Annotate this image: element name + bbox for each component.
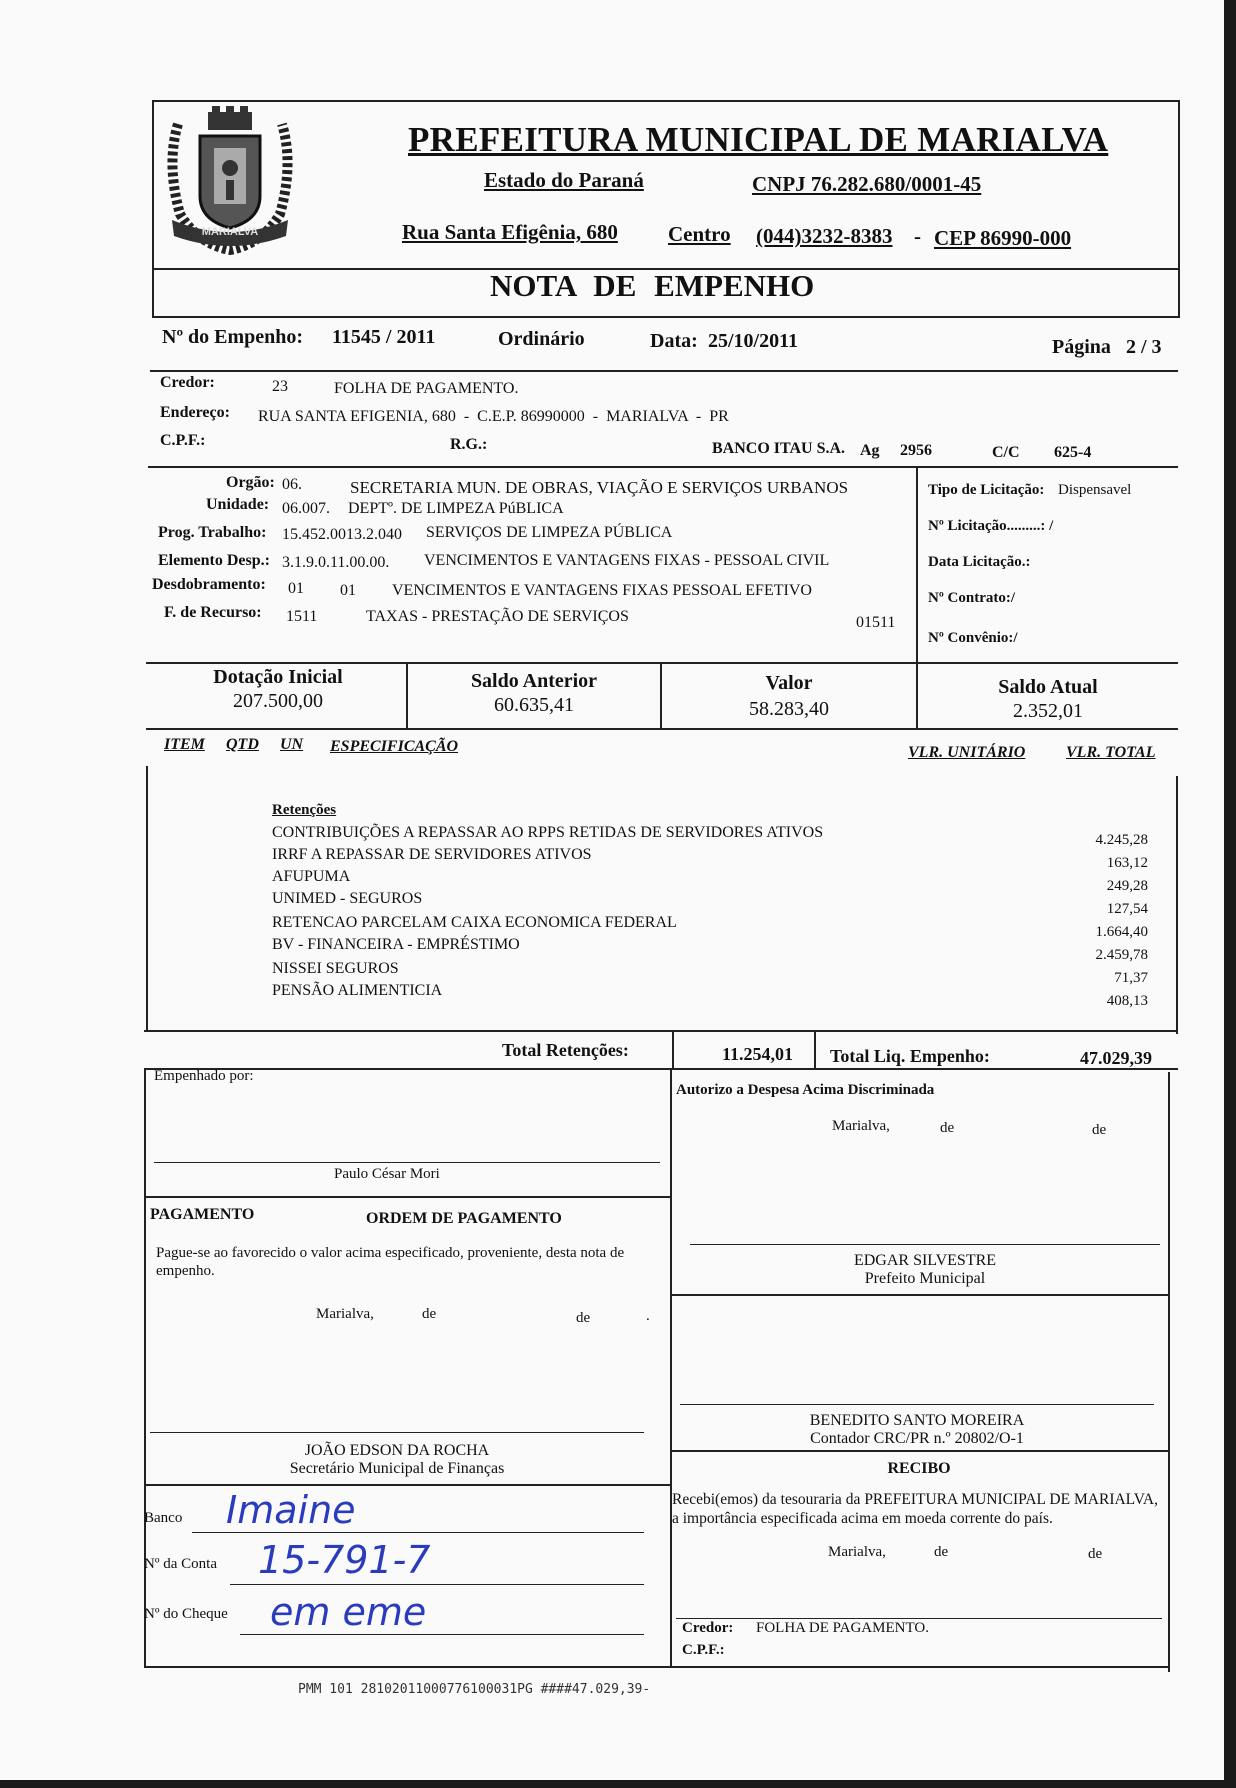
header-dash: -: [914, 224, 921, 248]
pagamento-text: Pague-se ao favorecido o valor acima especificado, proveniente, desta nota de empenho.: [156, 1245, 625, 1279]
empenho-type: Ordinário: [498, 328, 585, 350]
empenhado-por-name: Paulo César Mori: [334, 1166, 440, 1182]
municipal-crest-icon: [158, 104, 302, 256]
espec-column-header: ESPECIFICAÇÃO: [330, 738, 459, 755]
empenho-date-label: Data:: [650, 330, 698, 352]
pagamento-de-1: de: [422, 1306, 437, 1322]
desdobramento-code-1: 01: [288, 580, 304, 597]
footer-code: PMM 101 28102011000776100031PG ####47.029,39-: [298, 1682, 651, 1697]
account-value: 625-4: [1054, 444, 1092, 461]
retencao-desc: RETENCAO PARCELAM CAIXA ECONOMICA FEDERAL: [272, 914, 677, 931]
dotacao-inicial-label: Dotação Inicial: [213, 666, 343, 688]
licitacao-type-label: Tipo de Licitação:: [928, 482, 1045, 498]
header-district: Centro: [668, 222, 731, 246]
secretary-role: Secretário Municipal de Finanças: [289, 1460, 505, 1477]
unidade-desc: DEPTº. DE LIMPEZA PúBLICA: [348, 500, 564, 517]
retencao-desc: UNIMED - SEGUROS: [272, 890, 423, 907]
empenho-date-value: 25/10/2011: [708, 330, 799, 352]
autorizo-city: Marialva,: [832, 1118, 890, 1134]
orgao-code: 06.: [282, 476, 302, 493]
retencao-desc: NISSEI SEGUROS: [272, 960, 399, 977]
header-cnpj: CNPJ 76.282.680/0001-45: [752, 172, 982, 196]
total-liquido-label: Total Liq. Empenho:: [830, 1046, 990, 1066]
orgao-label: Orgão:: [226, 474, 275, 491]
convenio-label: Nº Convênio:/: [928, 630, 1018, 646]
retencoes-title: Retenções: [272, 802, 337, 818]
recibo-credor-value: FOLHA DE PAGAMENTO.: [756, 1620, 929, 1636]
conta-label: Nº da Conta: [144, 1556, 217, 1572]
retencao-value: 249,28: [1106, 878, 1148, 894]
recibo-text: Recebi(emos) da tesouraria da PREFEITURA MUNICIPAL DE MARIALVA, a importância especificada acima em moeda corrente do país.: [672, 1491, 1158, 1527]
prog-label: Prog. Trabalho:: [158, 524, 267, 541]
contrato-label: Nº Contrato:/: [928, 590, 1016, 606]
retencao-value: 2.459,78: [1095, 947, 1148, 963]
recurso-code: 1511: [286, 608, 318, 625]
cpf-label: C.P.F.:: [160, 432, 206, 449]
saldo-atual-label: Saldo Atual: [998, 676, 1098, 698]
orgao-desc: SECRETARIA MUN. DE OBRAS, VIAÇÃO E SERVIÇOS URBANOS: [350, 478, 849, 497]
secretary-name: JOÃO EDSON DA ROCHA: [304, 1442, 490, 1459]
un-column-header: UN: [280, 736, 304, 753]
recurso-desc: TAXAS - PRESTAÇÃO DE SERVIÇOS: [366, 608, 629, 625]
retencao-value: 71,37: [1114, 970, 1148, 986]
crest-motto: MARIALVA: [201, 226, 259, 238]
header-state: Estado do Paraná: [484, 168, 644, 192]
retencao-value: 408,13: [1106, 993, 1148, 1009]
header-title: PREFEITURA MUNICIPAL DE MARIALVA: [408, 120, 1109, 159]
credor-code: 23: [272, 378, 288, 395]
retencao-value: 1.664,40: [1095, 924, 1148, 940]
saldo-atual-value: 2.352,01: [1013, 700, 1083, 722]
retencao-desc: PENSÃO ALIMENTICIA: [272, 982, 443, 999]
total-value-column-header: VLR. TOTAL: [1066, 744, 1156, 761]
credor-name: FOLHA DE PAGAMENTO.: [334, 380, 519, 397]
agency-value: 2956: [900, 442, 932, 459]
total-retencoes-label: Total Retenções:: [502, 1040, 629, 1060]
prog-code: 15.452.0013.2.040: [282, 526, 402, 543]
empenho-number-value: 11545 / 2011: [332, 326, 436, 348]
retencao-value: 127,54: [1106, 901, 1148, 917]
empenhado-por-label: Empenhado por:: [154, 1068, 254, 1084]
recibo-de-2: de: [1088, 1546, 1103, 1562]
header-street: Rua Santa Efigênia, 680: [402, 220, 618, 244]
account-label: C/C: [992, 444, 1020, 461]
cheque-label: Nº do Cheque: [144, 1606, 228, 1622]
endereco-value: RUA SANTA EFIGENIA, 680 - C.E.P. 86990000 - MARIALVA - PR: [258, 408, 729, 425]
agency-label: Ag: [860, 442, 880, 459]
autorizo-title: Autorizo a Despesa Acima Discriminada: [676, 1082, 935, 1098]
header-cep: CEP 86990-000: [934, 226, 1072, 250]
prog-desc: SERVIÇOS DE LIMPEZA PÚBLICA: [426, 524, 673, 541]
saldo-anterior-label: Saldo Anterior: [470, 670, 598, 692]
recibo-city: Marialva,: [828, 1544, 886, 1560]
recurso-label: F. de Recurso:: [164, 604, 262, 621]
pagamento-label: PAGAMENTO: [150, 1206, 255, 1223]
ordem-pagamento-title: ORDEM DE PAGAMENTO: [366, 1210, 562, 1227]
recibo-de-1: de: [934, 1544, 949, 1560]
header-phone: (044)3232-8383: [756, 224, 893, 248]
retencao-desc: AFUPUMA: [272, 868, 351, 885]
retencao-desc: BV - FINANCEIRA - EMPRÉSTIMO: [272, 936, 520, 953]
elemento-label: Elemento Desp.:: [158, 552, 270, 569]
conta-handwritten: 15-791-7: [258, 1538, 431, 1582]
item-column-header: ITEM: [164, 736, 205, 753]
retencao-value: 163,12: [1106, 855, 1148, 871]
valor-label: Valor: [765, 672, 813, 694]
retencao-desc: IRRF A REPASSAR DE SERVIDORES ATIVOS: [272, 846, 592, 863]
recurso-code-2: 01511: [856, 614, 896, 631]
page-value: 2 / 3: [1126, 336, 1162, 358]
total-retencoes-value: 11.254,01: [722, 1044, 794, 1064]
unidade-label: Unidade:: [206, 496, 270, 513]
valor-value: 58.283,40: [749, 698, 829, 720]
mayor-role: Prefeito Municipal: [864, 1270, 986, 1287]
unit-value-column-header: VLR. UNITÁRIO: [908, 744, 1026, 761]
qtd-column-header: QTD: [226, 736, 259, 753]
desdobramento-desc: VENCIMENTOS E VANTAGENS FIXAS PESSOAL EFETIVO: [392, 582, 812, 599]
document-title: NOTA DE EMPENHO: [490, 268, 815, 303]
dotacao-inicial-value: 207.500,00: [233, 690, 323, 712]
desdobramento-label: Desdobramento:: [152, 576, 266, 593]
licitacao-number-label: Nº Licitação.........: /: [928, 518, 1054, 534]
recibo-credor-label: Credor:: [682, 1620, 734, 1636]
banco-handwritten: Imaine: [226, 1488, 356, 1532]
retencao-desc: CONTRIBUIÇÕES A REPASSAR AO RPPS RETIDAS DE SERVIDORES ATIVOS: [272, 824, 824, 841]
bank-name: BANCO ITAU S.A.: [712, 440, 846, 457]
banco-label: Banco: [144, 1510, 183, 1526]
retencao-value: 4.245,28: [1095, 832, 1148, 848]
pagamento-dot: .: [646, 1308, 650, 1324]
pagamento-de-2: de: [576, 1310, 591, 1326]
elemento-desc: VENCIMENTOS E VANTAGENS FIXAS - PESSOAL CIVIL: [424, 552, 830, 569]
saldo-anterior-value: 60.635,41: [494, 694, 574, 716]
mayor-name: EDGAR SILVESTRE: [853, 1252, 997, 1269]
rg-label: R.G.:: [450, 436, 488, 453]
pagamento-city: Marialva,: [316, 1306, 374, 1322]
page-label: Página: [1052, 336, 1111, 358]
autorizo-de-2: de: [1092, 1122, 1107, 1138]
recibo-cpf-label: C.P.F.:: [682, 1642, 725, 1658]
licitacao-type-value: Dispensavel: [1058, 482, 1132, 498]
recibo-title: RECIBO: [887, 1460, 951, 1477]
elemento-code: 3.1.9.0.11.00.00.: [282, 554, 390, 571]
total-liquido-value: 47.029,39: [1080, 1048, 1152, 1068]
autorizo-de-1: de: [940, 1120, 955, 1136]
licitacao-date-label: Data Licitação.:: [928, 554, 1031, 570]
accountant-role: Contador CRC/PR n.º 20802/O-1: [810, 1430, 1024, 1447]
accountant-name: BENEDITO SANTO MOREIRA: [809, 1412, 1025, 1429]
empenho-number-label: Nº do Empenho:: [162, 326, 304, 348]
credor-label: Credor:: [160, 374, 215, 391]
unidade-code: 06.007.: [282, 500, 330, 517]
desdobramento-code-2: 01: [340, 582, 356, 599]
endereco-label: Endereço:: [160, 404, 230, 421]
cheque-handwritten: em eme: [270, 1590, 427, 1634]
